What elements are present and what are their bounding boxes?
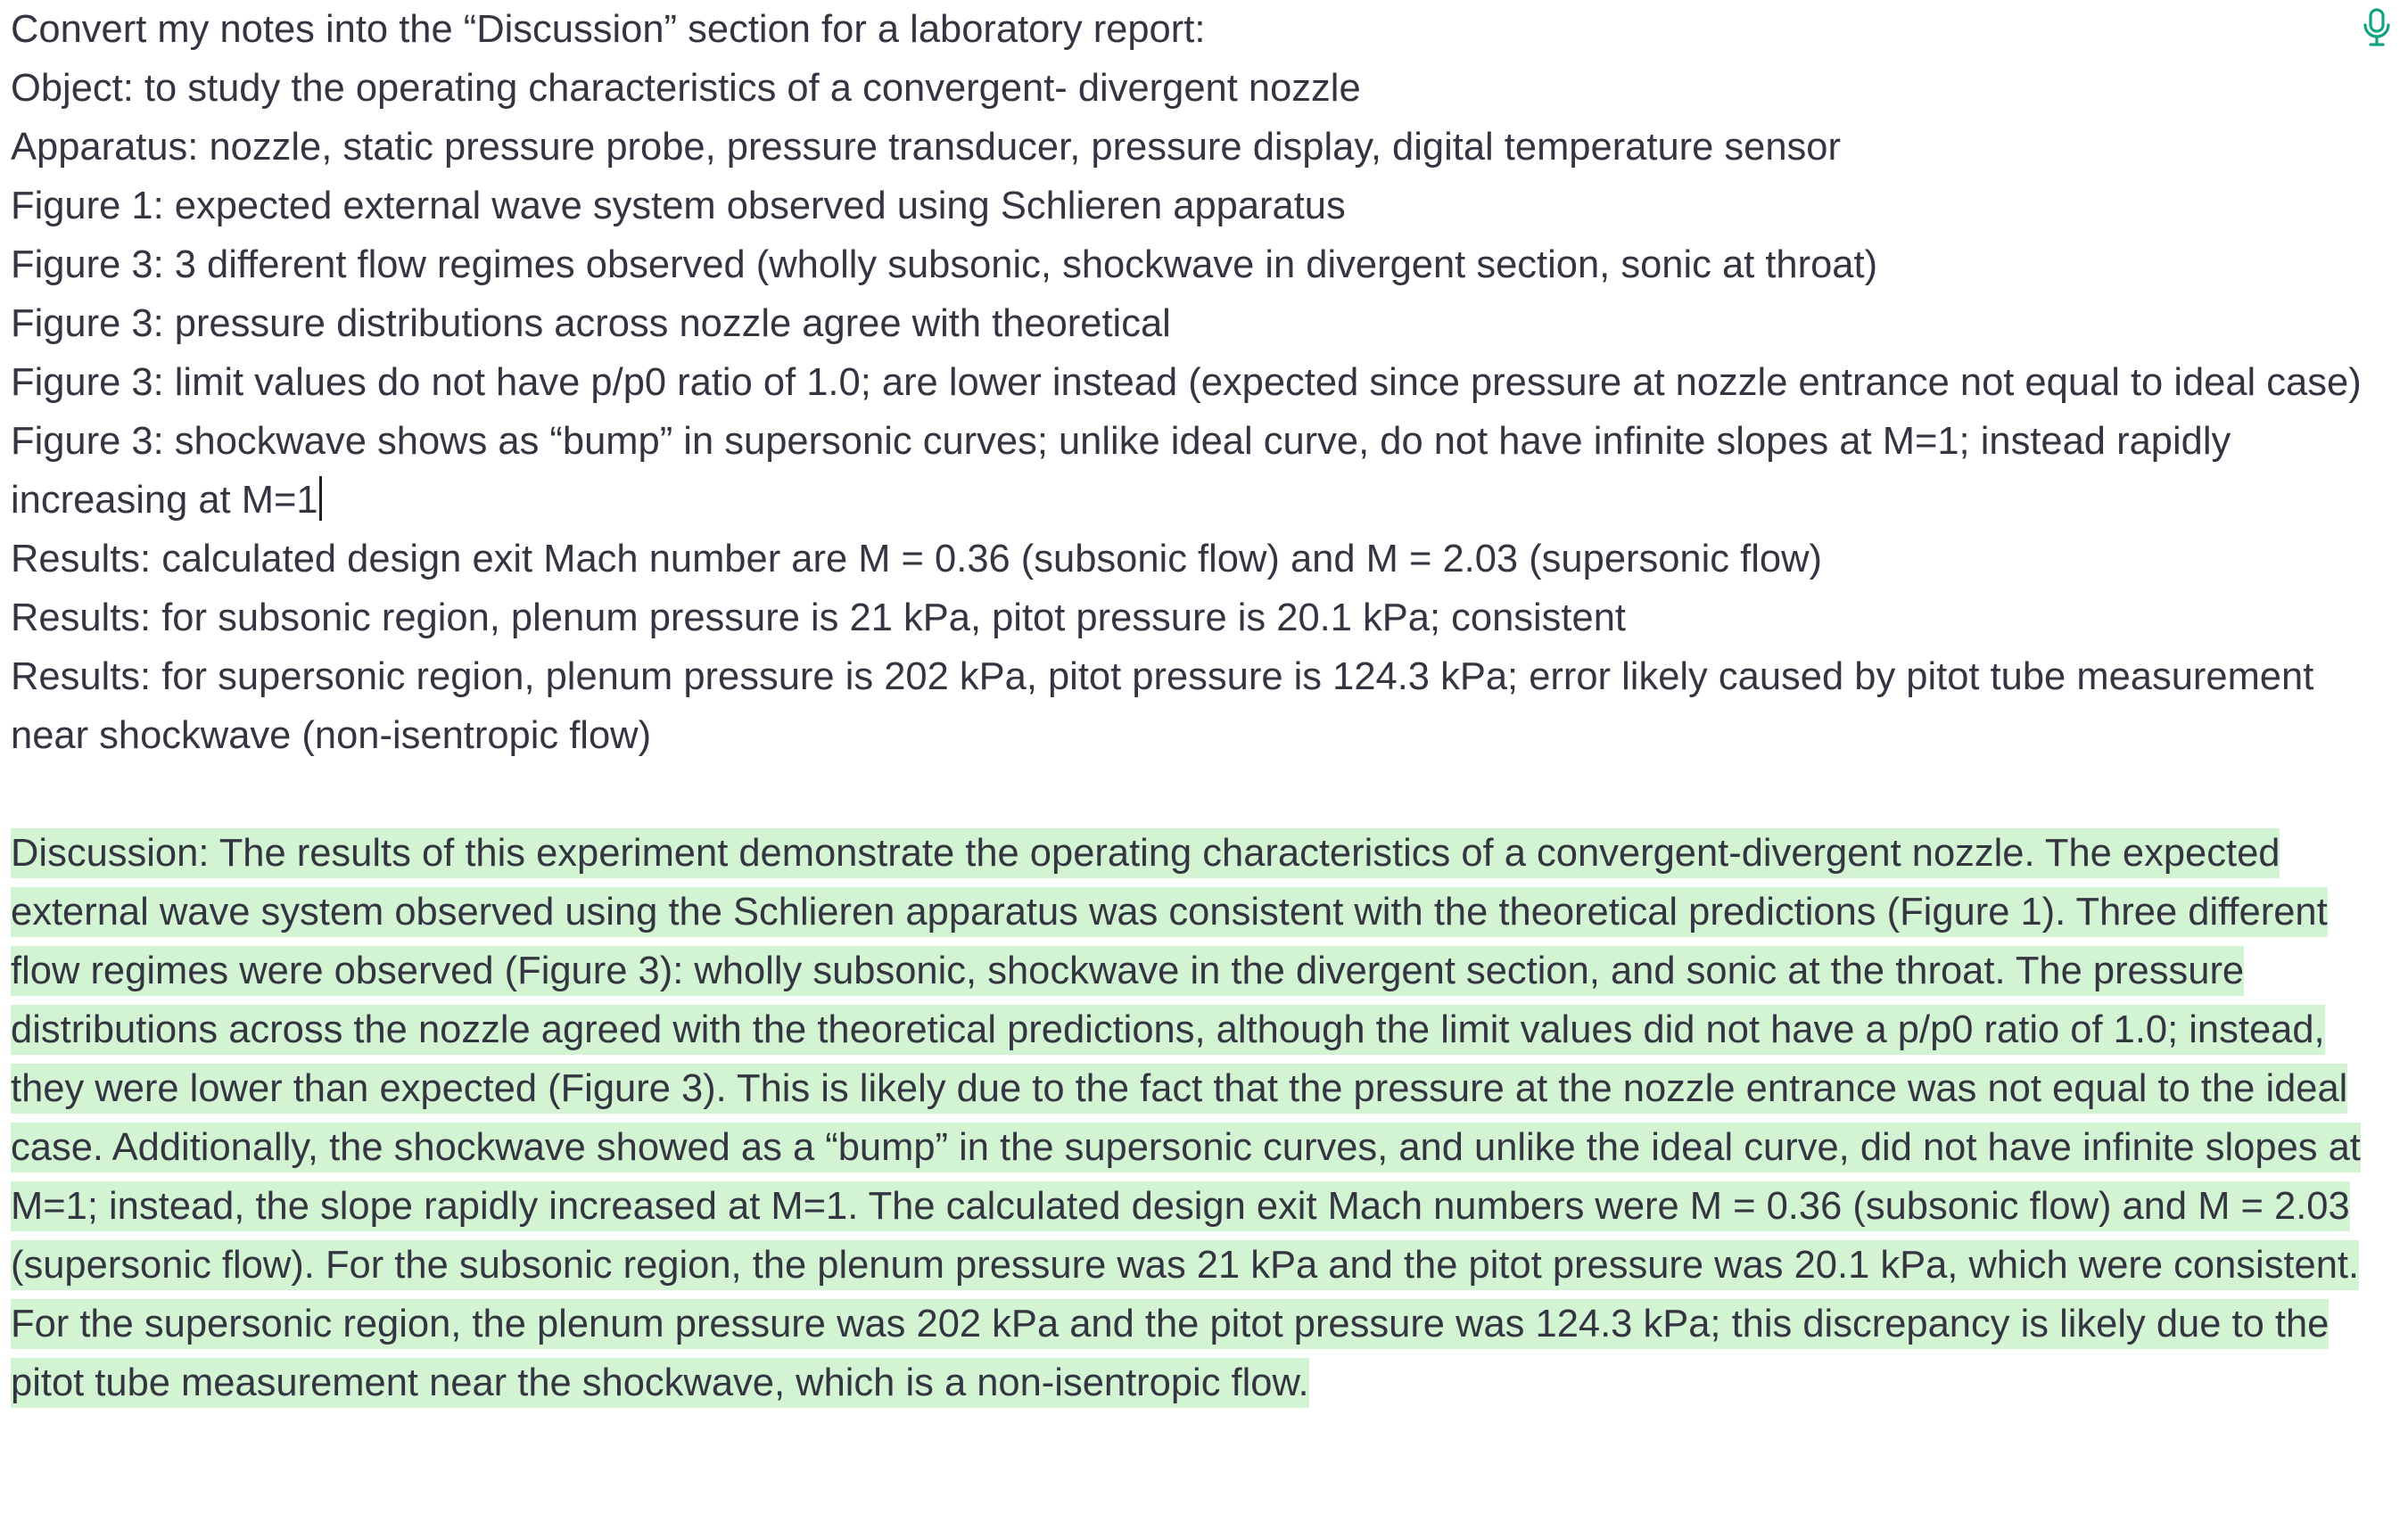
text-cursor <box>319 476 322 521</box>
note-line-figure-3-limit: Figure 3: limit values do not have p/p0 ratio of 1.0; are lower instead (expected since pressure at nozzle entrance not equal to ideal case) <box>11 361 2362 404</box>
discussion-text-highlighted: Discussion: The results of this experiment demonstrate the operating characteristics of a convergent-divergent nozzle. The expected external wave system observed using the Schlieren apparatus was consistent with the theoretical predictions (Figure 1). Three different flow regimes were observed (Figure 3): wholly subsonic, shockwave in the divergent section, and sonic at the throat. The pressure distributions across the nozzle agreed with the theoretical predictions, although the limit values did not have a p/p0 ratio of 1.0; instead, they were lower than expected (Figure 3). This is likely due to the fact that the pressure at the nozzle entrance was not equal to the ideal case. Additionally, the shockwave showed as a “bump” in the supersonic curves, and unlike the ideal curve, did not have infinite slopes at M=1; instead, the slope rapidly increased at M=1. The calculated design exit Mach numbers were M = 0.36 (subsonic flow) and M = 2.03 (supersonic flow). For the subsonic region, the plenum pressure was 21 kPa and the pitot pressure was 20.1 kPa, which were consistent. For the supersonic region, the plenum pressure was 202 kPa and the pitot pressure was 124.3 kPa; this discrepancy is likely due to the pitot tube measurement near the shockwave, which is a non-isentropic flow. <box>11 828 2361 1408</box>
text-editor[interactable] <box>11 0 2374 1530</box>
note-line-figure-3-pressure: Figure 3: pressure distributions across nozzle agree with theoretical <box>11 302 1171 345</box>
notes-block <box>11 0 2374 765</box>
note-line-prompt: Convert my notes into the “Discussion” section for a laboratory report: <box>11 8 1206 51</box>
note-line-apparatus: Apparatus: nozzle, static pressure probe, pressure transducer, pressure display, digital temperature sensor <box>11 126 1841 169</box>
note-line-figure-3-shockwave-text: Figure 3: shockwave shows as “bump” in supersonic curves; unlike ideal curve, do not have infinite slopes at M=1; instead rapidly increasing at M=1 <box>11 420 2231 522</box>
note-line-figure-1: Figure 1: expected external wave system observed using Schlieren apparatus <box>11 185 1346 227</box>
microphone-button[interactable] <box>2356 5 2397 50</box>
blank-line <box>11 765 2374 824</box>
note-line-results-mach: Results: calculated design exit Mach number are M = 0.36 (subsonic flow) and M = 2.03 (supersonic flow) <box>11 538 1822 580</box>
discussion-paragraph <box>11 824 2374 1412</box>
note-line-results-supersonic: Results: for supersonic region, plenum pressure is 202 kPa, pitot pressure is 124.3 kPa; error likely caused by pitot tube measurement near shockwave (non-isentropic flow) <box>11 655 2314 757</box>
note-line-results-subsonic: Results: for subsonic region, plenum pressure is 21 kPa, pitot pressure is 20.1 kPa; consistent <box>11 596 1626 639</box>
microphone-icon <box>2356 5 2397 50</box>
note-line-figure-3-shockwave <box>11 412 2374 530</box>
note-line-figure-3-regimes: Figure 3: 3 different flow regimes observed (wholly subsonic, shockwave in divergent section, sonic at throat) <box>11 243 1878 286</box>
note-line-object: Object: to study the operating characteristics of a convergent- divergent nozzle <box>11 67 1361 110</box>
